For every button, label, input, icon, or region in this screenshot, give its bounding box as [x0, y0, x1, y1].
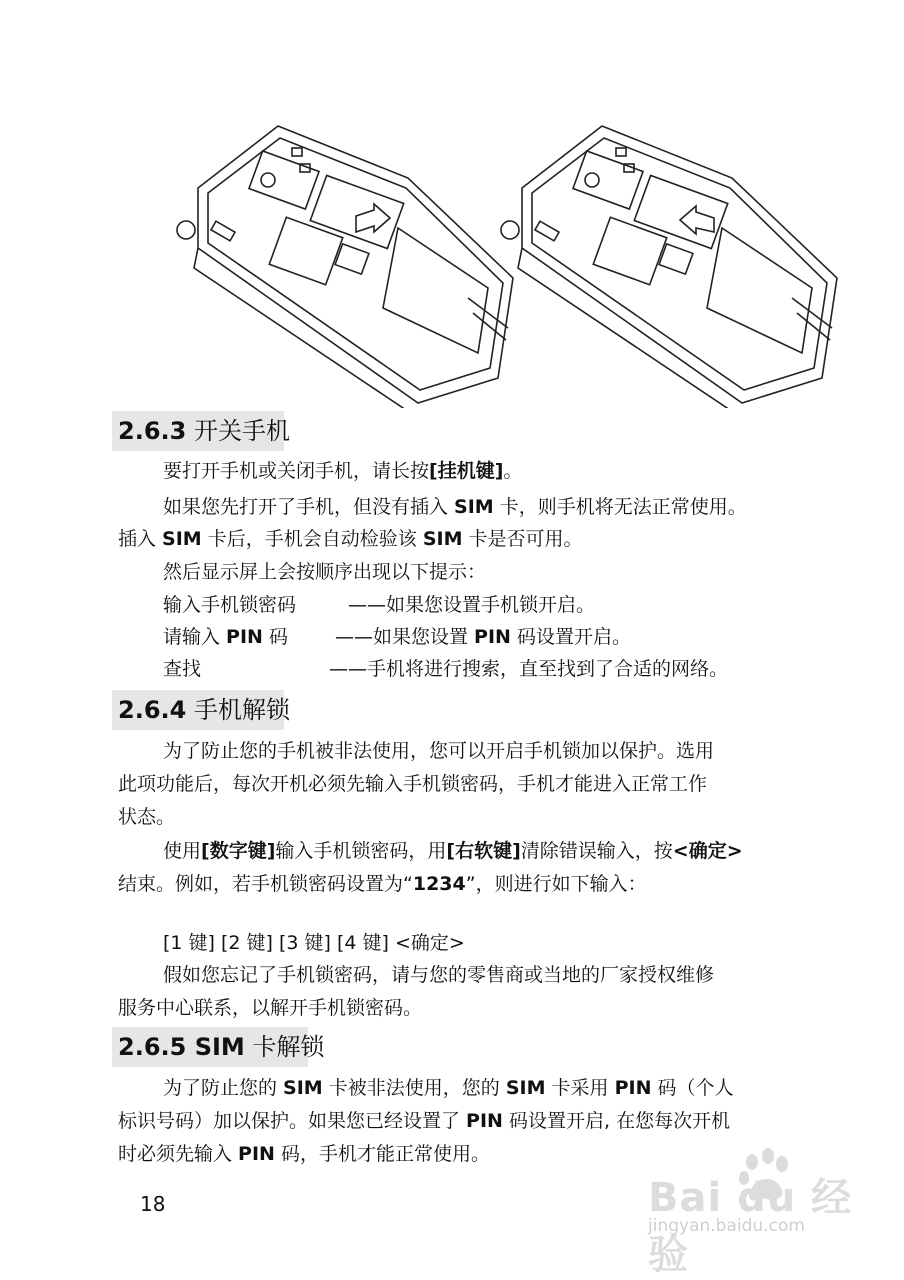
text: ——如果您设置 [335, 626, 475, 648]
prompt-description: ——如果您设置手机锁开启。 [348, 594, 596, 616]
text: ”，则进行如下输入： [465, 873, 647, 895]
text: 卡后，手机会自动检验该 [201, 528, 423, 550]
phone-sim-insert-illustration [168, 118, 518, 408]
term: PIN [614, 1077, 652, 1099]
term: SIM [422, 528, 463, 550]
term: SIM [162, 528, 202, 550]
text: 如果您先打开了手机，但没有插入 [163, 496, 455, 518]
text: 插入 [118, 528, 163, 550]
text: 为了防止您的 [163, 1077, 284, 1099]
text: 码（个人 [651, 1077, 734, 1099]
prompt-label: 查找 [163, 658, 202, 680]
paragraph-continuation: 服务中心联系，以解开手机锁密码。 [118, 997, 423, 1019]
paragraph: 然后显示屏上会按顺序出现以下提示： [163, 561, 487, 583]
paragraph-continuation: 状态。 [118, 806, 176, 828]
watermark-url: jingyan.baidu.com [648, 1216, 805, 1236]
paragraph: 假如您忘记了手机锁密码，请与您的零售商或当地的厂家授权维修 [163, 964, 715, 986]
term: PIN [474, 626, 511, 648]
section-title: 开关手机 [193, 417, 290, 445]
text: 清除错误输入，按 [520, 840, 673, 862]
prompt-row [163, 656, 816, 682]
text: 码设置开启。 [510, 626, 631, 648]
prompt-label: 码 [262, 626, 288, 648]
page-number: 18 [140, 1192, 166, 1216]
key-name: [数字键] [201, 840, 276, 862]
term: PIN [238, 1143, 275, 1165]
text: 码，手机才能正常使用。 [274, 1143, 490, 1165]
section-number: 2.6.5 SIM [118, 1033, 245, 1061]
phone-sim-remove-illustration [492, 118, 842, 408]
term: SIM [283, 1077, 323, 1099]
term: SIM [505, 1077, 546, 1099]
key-name: [挂机键] [429, 460, 504, 482]
paragraph [163, 838, 816, 864]
password-example: 1234 [412, 873, 466, 895]
section-number: 2.6.4 [118, 696, 187, 724]
prompt-row [163, 592, 816, 618]
key-name: <确定> [672, 840, 743, 862]
section-number: 2.6.3 [118, 417, 187, 445]
text: 卡采用 [545, 1077, 615, 1099]
text: 。 [503, 460, 523, 482]
prompt-description: ——手机将进行搜索，直至找到了合适的网络。 [329, 658, 729, 680]
text: 卡是否可用。 [462, 528, 583, 550]
paragraph [163, 494, 816, 520]
prompt-label: 请输入 [163, 626, 227, 648]
text: 码设置开启, 在您每次开机 [502, 1110, 731, 1132]
term: PIN [226, 626, 263, 648]
watermark-brand: Bai du 经验 [648, 1175, 853, 1278]
paragraph [163, 1075, 816, 1101]
paragraph-continuation [118, 871, 816, 897]
section-2-6-5-heading [112, 1027, 325, 1067]
paragraph-continuation: 此项功能后，每次开机必须先输入手机锁密码，手机才能进入正常工作 [118, 773, 708, 795]
section-title: 手机解锁 [193, 696, 290, 724]
section-2-6-4-heading [112, 690, 290, 730]
paragraph-continuation [118, 1108, 816, 1134]
text: 结束。例如，若手机锁密码设置为“ [118, 873, 413, 895]
key-name: [右软键] [446, 840, 521, 862]
prompt-row [163, 624, 816, 650]
paragraph [163, 458, 816, 484]
key-sequence: [1 键] [2 键] [3 键] [4 键] <确定> [163, 932, 465, 954]
text: 输入手机锁密码，用 [275, 840, 447, 862]
paragraph-continuation [118, 526, 816, 552]
baidu-jingyan-watermark [648, 1148, 858, 1278]
text: 使用 [163, 840, 202, 862]
paragraph: 为了防止您的手机被非法使用，您可以开启手机锁加以保护。选用 [163, 740, 715, 762]
text: 标识号码）加以保护。如果您已经设置了 [118, 1110, 467, 1132]
text: 卡，则手机将无法正常使用。 [493, 496, 747, 518]
term: SIM [454, 496, 494, 518]
prompt-label: 输入手机锁密码 [163, 594, 297, 616]
text: 要打开手机或关闭手机，请长按 [163, 460, 430, 482]
term: PIN [466, 1110, 503, 1132]
text: 卡被非法使用，您的 [322, 1077, 506, 1099]
section-title: 卡解锁 [252, 1033, 325, 1061]
text: 时必须先输入 [118, 1143, 239, 1165]
section-2-6-3-heading [112, 411, 290, 451]
prompt-description [335, 624, 631, 650]
